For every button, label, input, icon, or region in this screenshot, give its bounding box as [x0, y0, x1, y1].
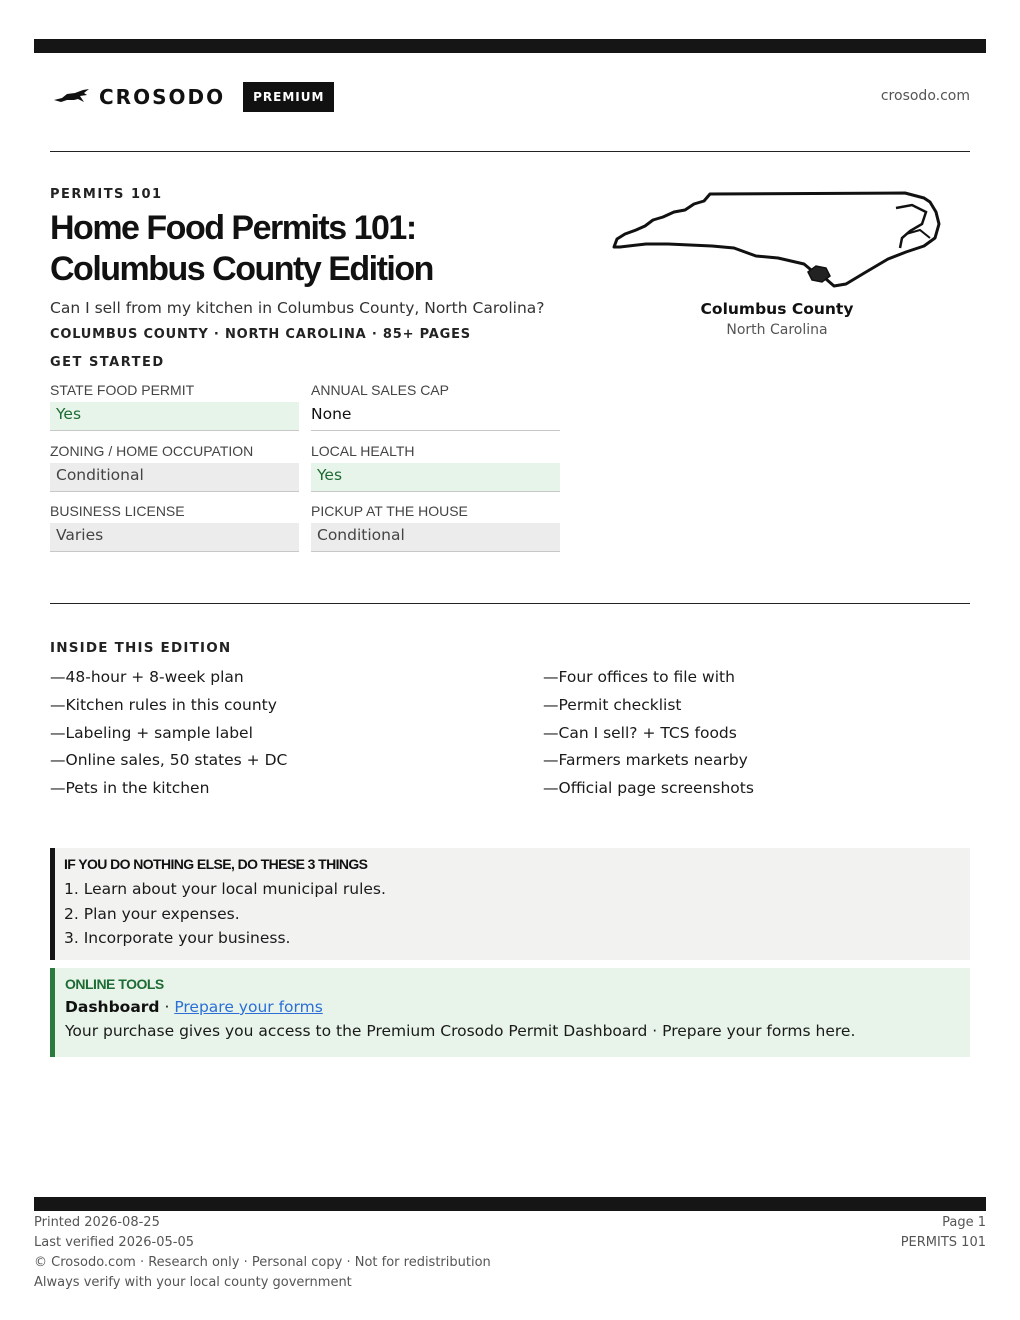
- separator: ·: [159, 998, 175, 1016]
- step-item: 3. Incorporate your business.: [64, 929, 291, 947]
- page-number: Page 1: [942, 1215, 986, 1230]
- header-divider: [50, 151, 970, 152]
- footer-right: [901, 1213, 986, 1253]
- site-url[interactable]: crosodo.com: [880, 88, 970, 104]
- bird-icon: [53, 87, 91, 107]
- kicker: PERMITS 101: [50, 187, 163, 202]
- list-item: —Farmers markets nearby: [543, 751, 748, 770]
- fact-value: Yes: [311, 463, 560, 492]
- list-item: —Permit checklist: [543, 695, 682, 714]
- subtitle: Can I sell from my kitchen in Columbus County, North Carolina?: [50, 299, 545, 317]
- three-things-callout: [50, 848, 970, 960]
- inside-heading: INSIDE THIS EDITION: [50, 640, 232, 656]
- fact-local-health: [311, 443, 560, 492]
- contents-list-left: [50, 666, 287, 805]
- list-item: —48-hour + 8-week plan: [50, 668, 244, 686]
- fact-label: ANNUAL SALES CAP: [311, 382, 449, 398]
- fact-annual-sales-cap: [311, 382, 560, 431]
- verified-date: Last verified 2026-05-05: [34, 1235, 194, 1250]
- page-title: [50, 208, 570, 290]
- title-line-2: Columbus County Edition: [50, 250, 433, 288]
- dashboard-label: Dashboard: [65, 998, 160, 1016]
- fact-label: PICKUP AT THE HOUSE: [311, 503, 468, 519]
- section-divider: [50, 603, 970, 604]
- fact-label: LOCAL HEALTH: [311, 443, 415, 459]
- footer-section: PERMITS 101: [900, 1235, 986, 1250]
- dashboard-line: [65, 998, 970, 1016]
- top-bar: [34, 39, 986, 53]
- fact-label: STATE FOOD PERMIT: [50, 382, 195, 398]
- verify-note: Always verify with your local county government: [34, 1275, 352, 1290]
- map-county-label: Columbus County: [700, 300, 854, 318]
- list-item: —Online sales, 50 states + DC: [50, 751, 288, 770]
- fact-label: ZONING / HOME OCCUPATION: [50, 443, 254, 459]
- bottom-bar: [34, 1197, 986, 1211]
- prepare-forms-link[interactable]: Prepare your forms: [174, 998, 323, 1016]
- online-tools-heading: ONLINE TOOLS: [65, 976, 164, 992]
- contents-list-right: [543, 666, 754, 805]
- premium-badge: PREMIUM: [243, 82, 334, 112]
- list-item: —Can I sell? + TCS foods: [543, 723, 737, 742]
- step-item: 2. Plan your expenses.: [64, 904, 240, 923]
- list-item: —Pets in the kitchen: [50, 779, 210, 798]
- list-item: —Kitchen rules in this county: [50, 695, 277, 714]
- get-started-heading: GET STARTED: [50, 355, 165, 370]
- dashboard-description: Your purchase gives you access to the Premium Crosodo Permit Dashboard · Prepare your forms here.: [65, 1022, 856, 1040]
- fact-value: Conditional: [311, 523, 560, 552]
- north-carolina-outline: [614, 193, 939, 286]
- brand-name: CROSODO: [99, 85, 226, 109]
- fact-value: Yes: [50, 402, 299, 431]
- fact-label: BUSINESS LICENSE: [50, 503, 185, 519]
- list-item: —Labeling + sample label: [50, 723, 253, 742]
- fact-pickup: [311, 503, 560, 552]
- fact-value: None: [311, 402, 560, 431]
- footer-left: [34, 1213, 491, 1293]
- copyright: © Crosodo.com · Research only · Personal copy · Not for redistribution: [34, 1255, 491, 1270]
- fact-value: Conditional: [50, 463, 299, 492]
- map-state-label: North Carolina: [726, 322, 828, 338]
- state-map: [608, 186, 948, 296]
- fact-business-license: [50, 503, 299, 552]
- steps-list: [64, 877, 970, 951]
- header: [50, 80, 970, 114]
- title-line-1: Home Food Permits 101:: [50, 209, 416, 247]
- fact-zoning: [50, 443, 299, 492]
- step-item: 1. Learn about your local municipal rules.: [64, 880, 386, 898]
- fact-value: Varies: [50, 523, 299, 552]
- edition-meta: COLUMBUS COUNTY · NORTH CAROLINA · 85+ PAGES: [50, 327, 471, 342]
- callout-heading: IF YOU DO NOTHING ELSE, DO THESE 3 THINGS: [64, 856, 368, 872]
- brand: [50, 80, 334, 114]
- online-tools-callout: [50, 968, 970, 1057]
- list-item: —Four offices to file with: [543, 668, 735, 686]
- fact-state-food-permit: [50, 382, 299, 431]
- list-item: —Official page screenshots: [543, 779, 754, 798]
- printed-date: Printed 2026-08-25: [34, 1215, 160, 1230]
